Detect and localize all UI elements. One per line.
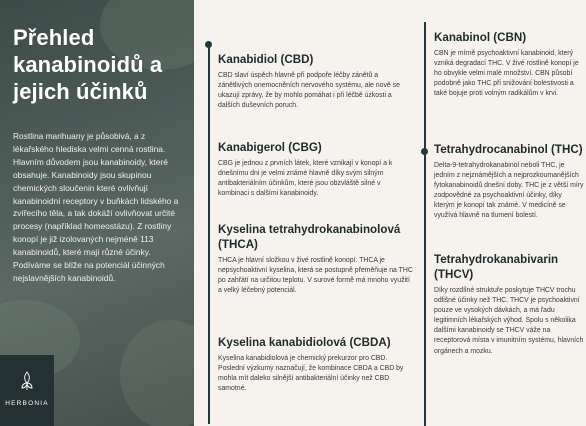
timeline-line — [424, 22, 426, 426]
timeline-dot — [421, 148, 428, 155]
section-heading: Kanabidiol (CBD) — [218, 53, 314, 66]
section-cbd — [218, 52, 413, 111]
section-heading: Kanabinol (CBN) — [434, 31, 527, 44]
timeline-line — [208, 44, 210, 424]
section-text: CBD slaví úspěch hlavně při podpoře léčby zánětů a zánětlivých onemocněních nervového systému, ale nově se ukazují zprávy, že by mohlo pomáhat i při léčbě úzkosti a dalších duševních poruch. — [218, 72, 400, 110]
column-left — [208, 0, 411, 426]
leaf-logo-icon — [20, 371, 34, 391]
page-title: Přehled kanabinoidů a jejich účinků — [13, 25, 163, 104]
section-text: THCA je hlavní složkou v živé rostlině konopí. THCA je nepsychoaktivní kyselina, která se postupně přeměňuje na THC po zahřátí na určitou teplotu. V surové formě má mnoho využití a velký léčebný potenciál. — [218, 257, 413, 295]
section-cbn — [434, 30, 584, 99]
section-text: Díky rozdílné struktuře poskytuje THCV trochu odlišné účinky než THC. THCV je psychoaktivní pouze ve vysokých dávkách, a má řadu legitimních lékařských výhod. Spolu s několika dalšími kanabinoidy se THCV váže na receptorová místa v imunitním systému, hlavních orgánech a mozku. — [434, 287, 584, 355]
section-thca — [218, 222, 413, 296]
section-text: CBG je jednou z prvních látek, které vznikají v konopí a k dnešnímu dni je velmi známé hlavně díky svým silným antibakteriálním účinkům, které jsou obzvláště silné v kombinaci s dalšími kanabinoidy. — [218, 160, 393, 198]
section-text: CBN je mírně psychoaktivní kanabinoid, který vzniká degradací THC. V živé rostlině konopí je ho obvykle velmi malé množství. CBN působí podobně jako THC při snižování bolestivosti a také bojuje proti volným radikálům v krvi. — [434, 50, 579, 98]
content-area — [194, 0, 586, 426]
section-thc — [434, 142, 584, 222]
brand-name: HERBONIA — [5, 400, 49, 407]
section-cbda — [218, 335, 413, 394]
section-thcv — [434, 252, 584, 357]
intro-text: Rostlina marihuany je působivá, a z lékařského hlediska velmi cenná rostlina. Hlavním důvodem jsou kanabinoidy, které obsahuje. Kanabinoidy jsou skupinou chemických sloučenin které ovlivňují kanabinoidní receptory v buňkách lidského a zvířecího těla, a tak dokáží ovlivňovat určité procesy (například homeostázu). Z rostliny konopí je již izolovaných nejméně 113 kanabinoidů, které mají různé účinky. Podíváme se blíže na potenciál účinných nejslavnějších kanabinoidů. — [13, 131, 179, 283]
section-cbg — [218, 140, 413, 199]
section-text: Kyselina kanabidiolová je chemický prekurzor pro CBD. Poslední výzkumy naznačují, že kombinace CBDA a CBD by mohla mít daleko silnější antibakteriální účinky než CBD samotné. — [218, 355, 404, 393]
section-heading: Tetrahydrocanabinol (THC) — [434, 143, 583, 156]
column-right — [424, 0, 586, 426]
section-heading: Tetrahydrokanabivarin (THCV) — [434, 253, 559, 281]
section-text: Delta-9-tetrahydrokanabinol neboli THC, je jedním z nejznámějších a nejprozkoumanějších fytokanabinoidů dnešní doby. THC je z větší míry zodpovědné za psychoaktivní účinky, díky kterým je konopí tak známé. V medicíně se využívá hlavně na tlumení bolestí. — [434, 162, 584, 220]
brand-logo — [0, 355, 54, 426]
section-heading: Kyselina tetrahydrokanabinolová (THCA) — [218, 223, 401, 251]
section-heading: Kyselina kanabidiolová (CBDA) — [218, 336, 391, 349]
left-panel — [0, 0, 194, 426]
timeline-dot — [205, 41, 212, 48]
section-heading: Kanabigerol (CBG) — [218, 141, 322, 154]
background-leaf-shape — [120, 320, 194, 426]
